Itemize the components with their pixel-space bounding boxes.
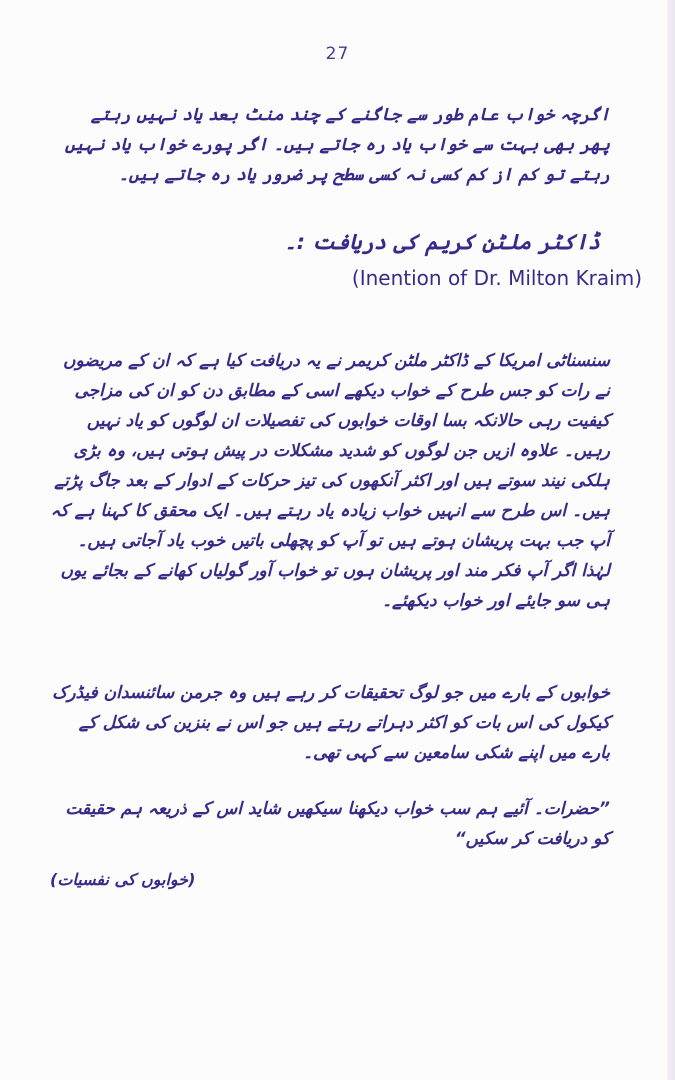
section-heading-urdu: ڈاکٹر ملٹن کریم کی دریافت :۔ [284, 230, 600, 254]
page-edge [667, 0, 675, 1080]
paragraph-2: سنسناٹی امریکا کے ڈاکٹر ملٹن کریمر نے یہ دریافت کیا ہے کہ ان کے مریضوں نے رات کو جس طرح کے خواب دیکھے اسی کے مطابق دن کو ان کی مزاجی کیفیت رہی حالانکہ بسا اوقات خوابوں کی تفصیلات ان لوگوں کو یاد نہیں رہیں۔ علاوہ ازیں جن لوگوں کو شدید مشکلات در پیش ہوتی ہیں، وہ بڑی ہلکی نیند سوتے ہیں اور اکثر آنکھوں کی تیز حرکات کے ادوار کے بعد جاگ پڑتے ہیں۔ اس طرح سے انہیں خواب زیادہ یاد رہتے ہیں۔ ایک محقق کا کہنا ہے کہ آپ جب بہت پریشان ہوتے ہیں تو آپ کو پچھلی باتیں خوب یاد آجاتی ہیں۔ لہٰذا اگر آپ فکر مند اور پریشان ہوں تو خواب آور گولیاں کھانے کے بجائے یوں ہی سو جایئے اور خواب دیکھئے۔ [50, 351, 610, 611]
section-heading-english: (Inention of Dr. Milton Kraim) [351, 266, 642, 290]
paragraph-4-quote: ”حضرات۔ آئیے ہم سب خواب دیکھنا سیکھیں شاید اس کے ذریعہ ہم حقیقت کو دریافت کر سکیں“ [65, 799, 610, 849]
paragraph-3: خوابوں کے بارے میں جو لوگ تحقیقات کر رہے ہیں وہ جرمن سائنسدان فیڈرک کیکول کی اس بات کو اکثر دہراتے رہتے ہیں جو اس نے بنزین کی شکل کے بارے میں اپنے شکی سامعین سے کہی تھی۔ [52, 683, 610, 763]
paragraph-1: اگرچہ خواب عام طور سے جاگنے کے چند منٹ بعد یاد نہیں رہتے پھر بھی بہت سے خواب یاد رہ جاتے ہیں۔ اگر پورے خواب یاد نہیں رہتے تو کم از کم کسی نہ کسی سطح پر ضرور یاد رہ جاتے ہیں۔ [64, 105, 610, 185]
source-citation: (خوابوں کی نفسیات) [50, 870, 196, 889]
page-number: 27 [325, 44, 350, 64]
